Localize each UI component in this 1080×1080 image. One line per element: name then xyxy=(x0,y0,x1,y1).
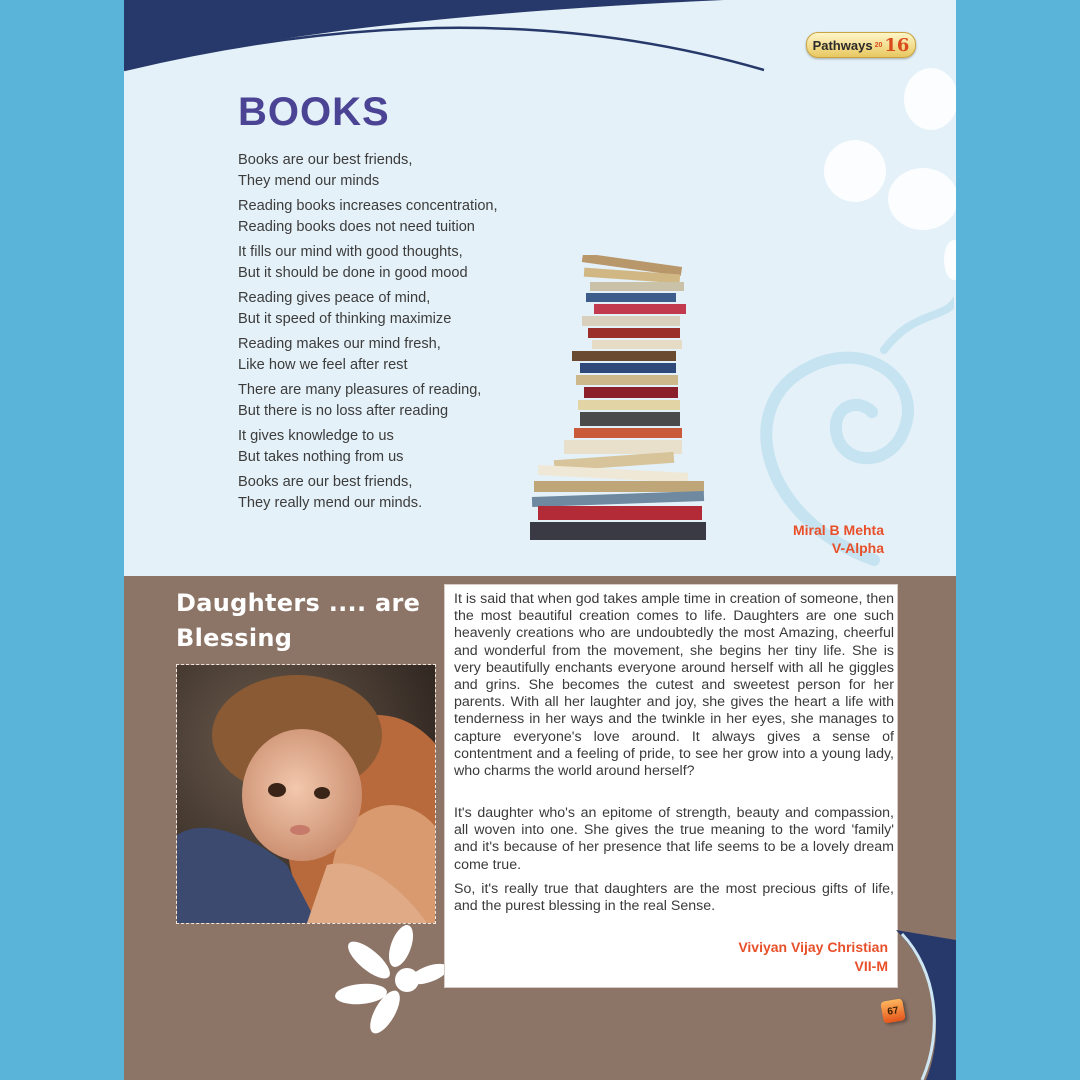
poem-stanza xyxy=(238,196,558,237)
article-paragraph: So, it's really true that daughters are the most precious gifts of life, and the purest blessing in the real Sense. xyxy=(454,881,894,915)
article-author xyxy=(738,938,888,976)
flower-decoration xyxy=(329,924,449,1034)
corner-swoosh-decoration xyxy=(896,930,956,1080)
poem-line: It fills our mind with good thoughts, xyxy=(238,244,463,260)
poem-line: Reading books increases concentration, xyxy=(238,198,498,214)
poem-stanza xyxy=(238,334,558,375)
poem-stanza xyxy=(238,288,558,329)
article-title xyxy=(176,586,420,656)
poem-line: But it speed of thinking maximize xyxy=(238,310,452,327)
daughter-photo xyxy=(176,664,436,924)
poem-line: But there is no loss after reading xyxy=(238,402,449,419)
poem-line: Books are our best friends, xyxy=(238,152,413,168)
article-title-line: Blessing xyxy=(176,624,293,652)
poem-title: BOOKS xyxy=(238,90,390,134)
poem-line: There are many pleasures of reading, xyxy=(238,382,482,398)
poem-line: They really mend our minds. xyxy=(238,494,423,511)
poem-line: Reading makes our mind fresh, xyxy=(238,336,441,352)
article-title-line: Daughters .... are xyxy=(176,589,421,617)
article-author-name: Viviyan Vijay Christian xyxy=(738,939,888,955)
badge-year-prefix: 20 xyxy=(874,41,883,49)
poem-author-class: V-Alpha xyxy=(831,540,884,556)
poem-line: It gives knowledge to us xyxy=(238,428,394,444)
poem-line: Books are our best friends, xyxy=(238,474,413,490)
article-text-box xyxy=(444,584,898,988)
poem-author xyxy=(793,521,884,557)
poem-author-name: Miral B Mehta xyxy=(792,522,884,538)
poem-line: But it should be done in good mood xyxy=(238,264,468,281)
book-stack-illustration xyxy=(524,255,714,545)
poem-stanza xyxy=(238,150,558,191)
article-paragraph: It's daughter who's an epitome of strength, beauty and compassion, all woven into one. She gives the true meaning to the word 'family' and it's because of her presence that life seems to be a lovely dream come true. xyxy=(454,805,894,873)
article-author-class: VII-M xyxy=(854,958,888,974)
poem-line: Reading gives peace of mind, xyxy=(238,290,431,306)
badge-word: Pathways xyxy=(812,37,873,53)
poem-line: Reading books does not need tuition xyxy=(238,218,475,235)
badge-year: 16 xyxy=(884,34,910,56)
bubble-decoration xyxy=(824,140,886,202)
poem-stanza xyxy=(238,380,558,421)
poem-line: But takes nothing from us xyxy=(238,448,404,465)
bubble-decoration xyxy=(888,168,956,230)
poem-stanza xyxy=(238,426,558,467)
article-paragraph: It is said that when god takes ample time in creation of someone, then the most beautiful creation comes to life. Daughters are one such heavenly creations who are undoubtedly the most Amazing, cheerful and wonderful from the movement, she begins her tiny life. She is very beautifully enchants everyone around herself with all he giggles and grins. She becomes the cutest and sweetest person for her parents. With all her laughter and joy, she gives the heart a life with tenderness in her ways and the twinkle in her eyes, she manages to capture everyone's love around. It always gives a sense of contentment and a feeling of pride, to see her grow into a young lady, who charms the world around herself? xyxy=(454,591,894,780)
poem-line: Like how we feel after rest xyxy=(238,356,408,373)
bubble-decoration xyxy=(904,68,956,130)
page-number: 67 xyxy=(880,998,905,1023)
poem-body xyxy=(238,150,558,518)
magazine-page xyxy=(124,0,956,1080)
article-section xyxy=(124,576,956,1080)
poem-line: They mend our minds xyxy=(238,172,380,189)
pathways-badge xyxy=(806,32,916,58)
bubble-decoration xyxy=(944,240,956,280)
poem-stanza xyxy=(238,472,558,513)
poem-stanza xyxy=(238,242,558,283)
